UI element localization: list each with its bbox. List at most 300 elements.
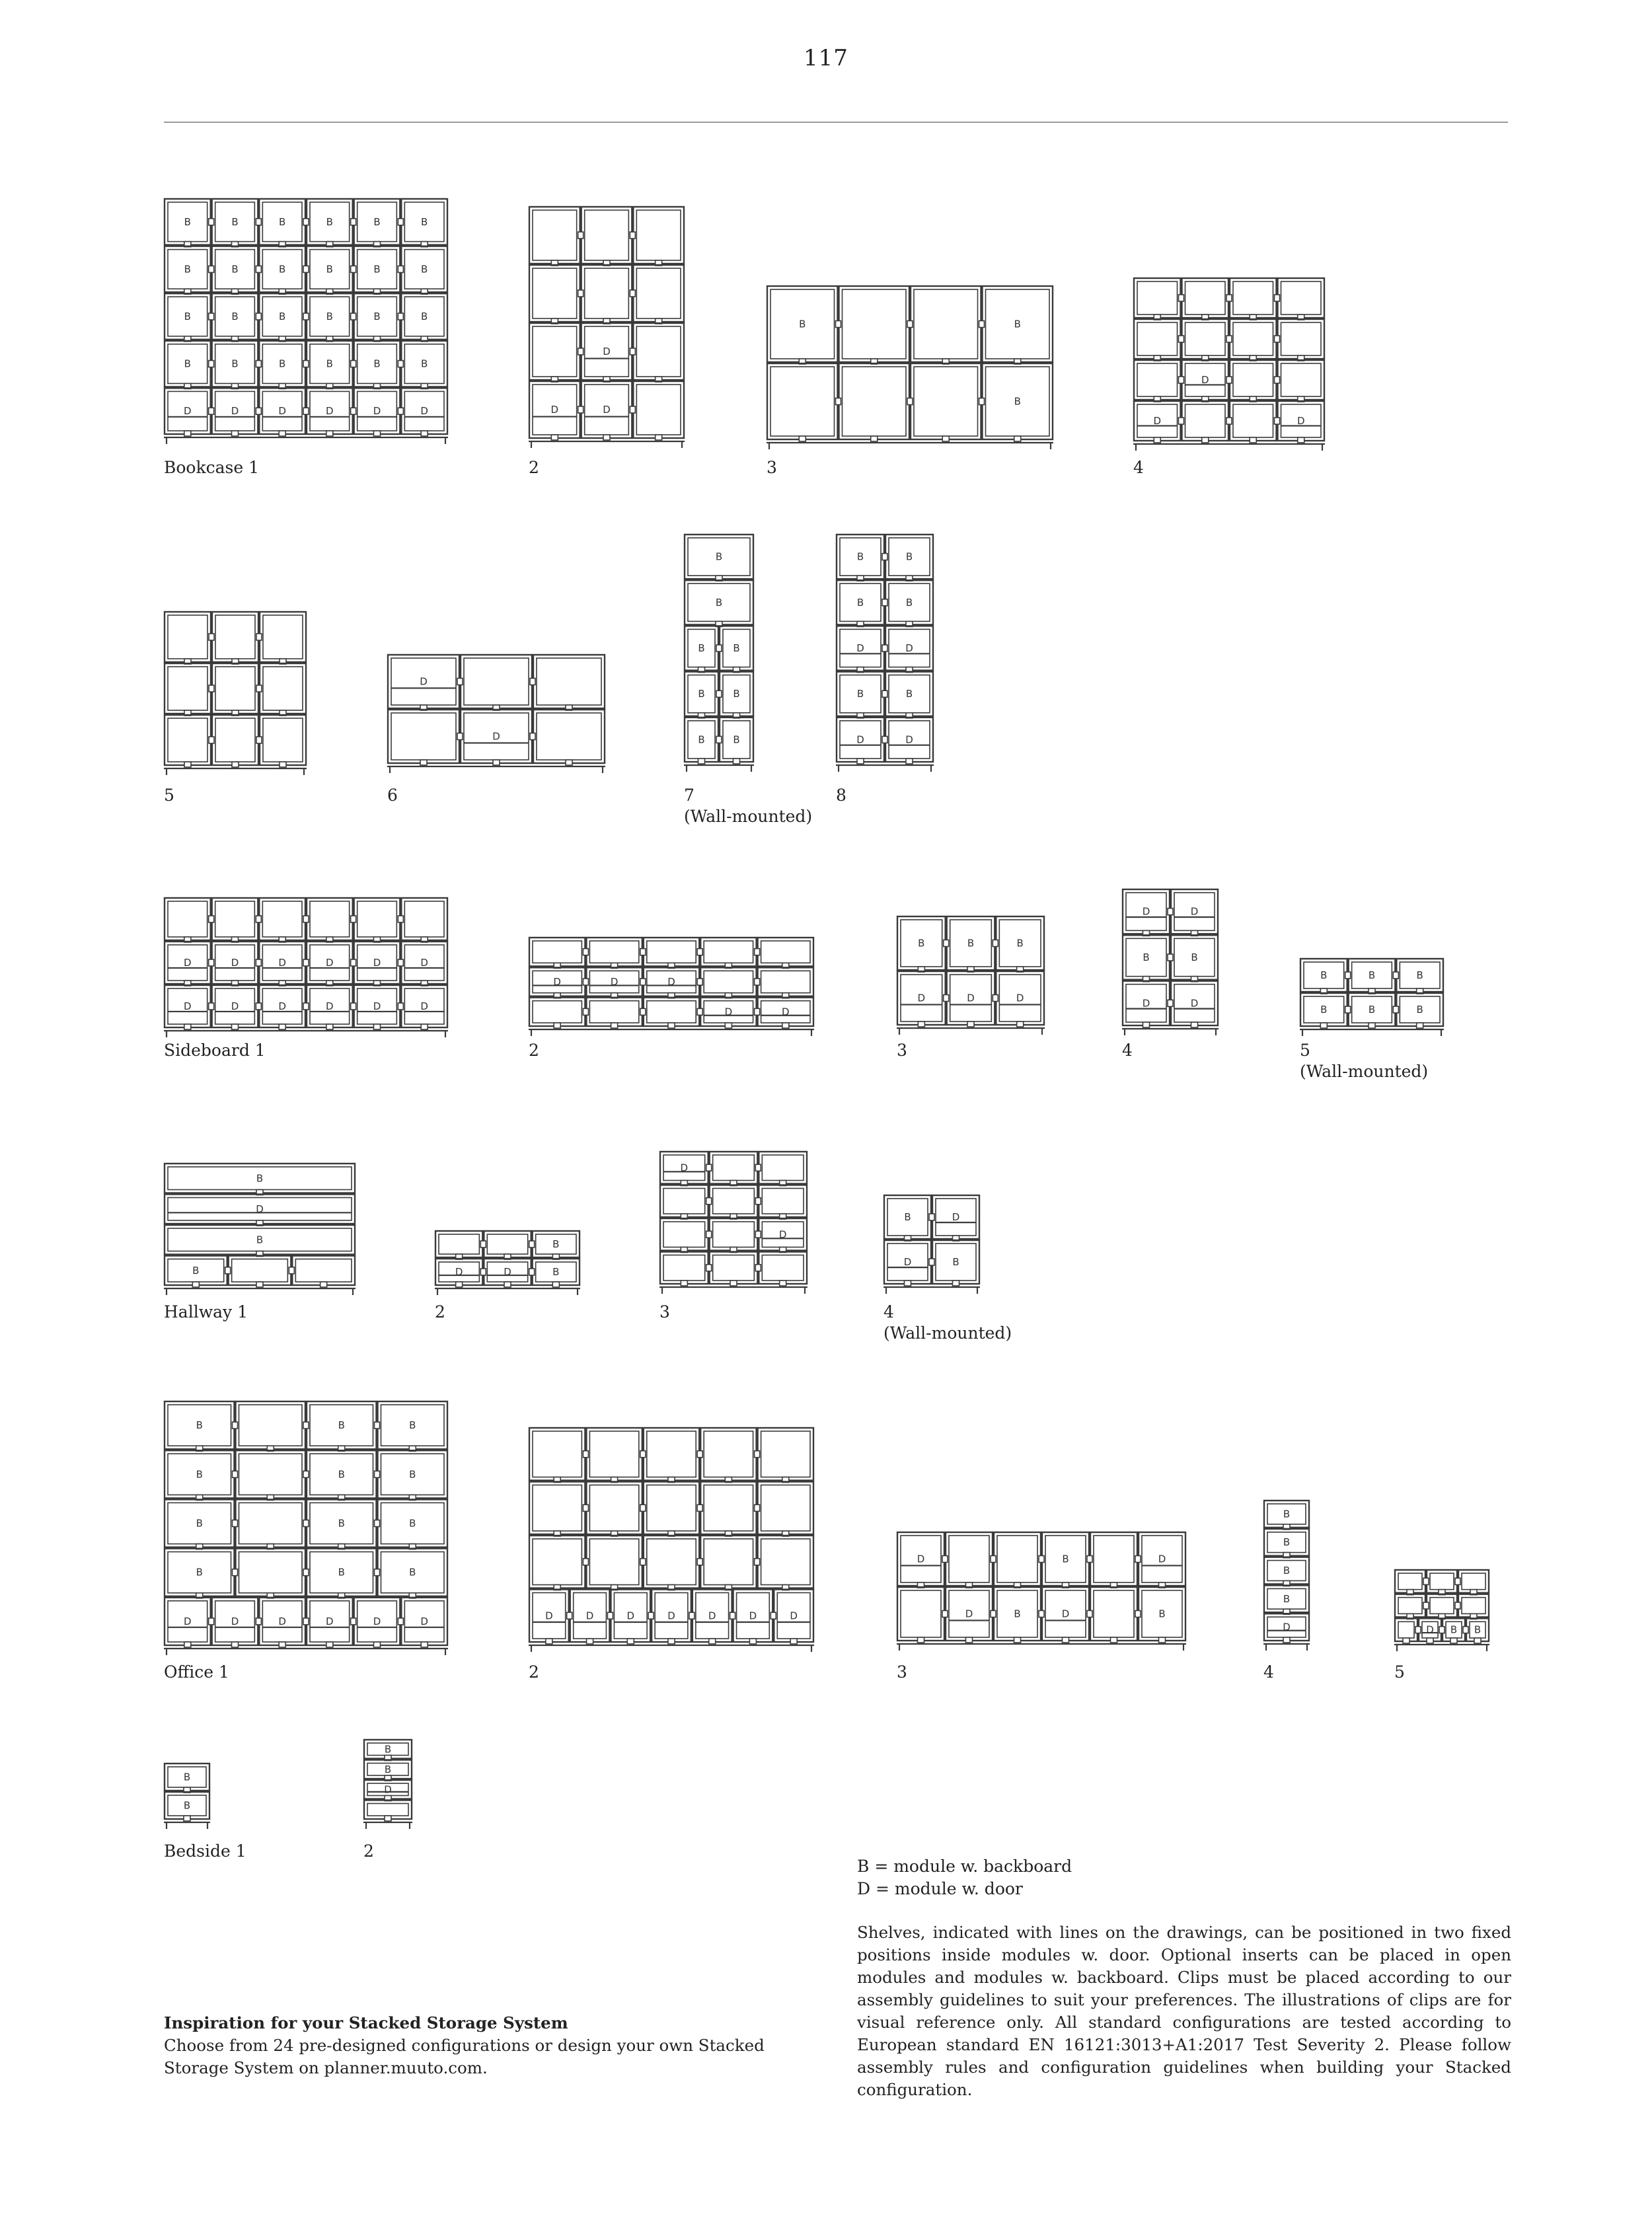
clip <box>529 1241 535 1247</box>
module-label: D <box>184 1615 192 1627</box>
module <box>993 971 1044 1027</box>
clip <box>398 1618 403 1625</box>
module-frame <box>165 612 211 662</box>
module-label: D <box>952 1211 960 1223</box>
module-label: D <box>967 992 975 1004</box>
module-label: D <box>1153 415 1162 427</box>
clip <box>303 1422 309 1429</box>
clip <box>1226 418 1232 424</box>
module-inner <box>310 901 350 937</box>
module-label: D <box>626 1610 635 1622</box>
module-inner <box>704 1539 753 1585</box>
clip <box>256 634 262 640</box>
module <box>993 916 1044 972</box>
clip <box>640 949 646 955</box>
module-inner <box>762 1255 804 1281</box>
module-label: D <box>420 405 428 418</box>
module-frame <box>633 207 684 264</box>
module-label: D <box>420 957 428 969</box>
module-inner <box>713 1189 755 1214</box>
module-inner <box>914 289 978 359</box>
clip <box>233 1520 238 1527</box>
clip <box>1450 1638 1457 1643</box>
module-label: D <box>373 957 381 969</box>
module-label: B <box>421 311 428 322</box>
clip <box>351 959 356 966</box>
clip <box>993 995 998 1002</box>
clip <box>398 313 403 320</box>
clip <box>716 736 722 743</box>
module-inner <box>533 1485 582 1532</box>
module-inner <box>762 1155 804 1181</box>
clip <box>256 959 261 966</box>
module <box>836 363 910 441</box>
module-label: D <box>782 1006 790 1018</box>
clip <box>385 1816 391 1821</box>
clip <box>1087 1556 1092 1563</box>
clip <box>1345 1006 1351 1013</box>
module-label: D <box>278 1615 286 1627</box>
clip <box>421 431 428 436</box>
module-inner <box>901 1590 941 1637</box>
module <box>303 341 353 389</box>
module-inner <box>589 941 638 963</box>
module-frame <box>644 938 699 966</box>
module-frame <box>633 323 684 380</box>
module <box>364 1780 412 1801</box>
clip <box>398 219 403 225</box>
clip <box>374 1024 381 1029</box>
module-label: B <box>256 1172 264 1185</box>
clip <box>1283 1637 1290 1643</box>
wall-mounted-note: (Wall-mounted) <box>883 1323 1012 1343</box>
module-inner <box>636 268 681 318</box>
module <box>165 1549 235 1598</box>
module <box>837 535 884 581</box>
clip <box>280 762 286 767</box>
module <box>942 1587 993 1643</box>
caption-office-4: 4 <box>1263 1662 1274 1682</box>
module <box>755 1428 813 1483</box>
caption-hallway-3: 3 <box>659 1302 670 1321</box>
module-label: B <box>952 1256 959 1268</box>
clip <box>303 1520 309 1527</box>
clip <box>1135 1556 1141 1563</box>
clip <box>906 759 913 764</box>
module <box>1395 1594 1425 1619</box>
clip <box>656 435 662 440</box>
clip <box>256 1282 263 1287</box>
clip <box>303 1569 309 1576</box>
clip <box>1369 1023 1375 1028</box>
module-label: B <box>384 1763 392 1775</box>
clip <box>375 1520 380 1527</box>
clip <box>1439 1627 1445 1633</box>
configuration-17 <box>883 1195 980 1294</box>
clip <box>1143 1022 1150 1027</box>
configuration-10 <box>529 938 814 1036</box>
module-frame <box>586 1482 642 1535</box>
module-label: D <box>420 675 428 688</box>
module-frame <box>1278 360 1325 400</box>
module-frame <box>700 967 756 996</box>
module <box>1123 889 1170 936</box>
module-frame <box>767 363 838 439</box>
module <box>1123 981 1170 1027</box>
module <box>1393 959 1443 994</box>
clip <box>716 690 722 697</box>
clip <box>209 1003 214 1010</box>
clip <box>351 408 356 414</box>
clip <box>1455 1602 1460 1609</box>
module-label: B <box>1474 1623 1482 1636</box>
module <box>697 1482 756 1537</box>
module <box>755 998 813 1028</box>
intro-body: Choose from 24 pre-designed configurations or design your own Stacked Storage System on planner.muuto.com. <box>164 2036 765 2077</box>
clip <box>184 1816 190 1821</box>
module-frame <box>700 1482 756 1535</box>
module <box>388 710 459 765</box>
clip <box>256 1003 261 1010</box>
clip <box>706 1198 712 1205</box>
clip <box>232 431 239 436</box>
module <box>991 1587 1041 1643</box>
clip <box>567 1612 572 1619</box>
clip <box>351 1003 356 1010</box>
clip <box>1063 1637 1069 1643</box>
module-frame <box>633 381 684 438</box>
module <box>716 672 753 718</box>
module-label: D <box>184 957 192 969</box>
caption-sideboard-5: 5 (Wall-mounted) <box>1300 1041 1429 1081</box>
module <box>578 207 632 266</box>
module-inner <box>1430 1598 1454 1614</box>
module <box>398 388 447 436</box>
module-label: D <box>585 1610 594 1622</box>
module <box>364 1740 412 1761</box>
module-label: B <box>184 311 191 322</box>
module-inner <box>589 1431 638 1477</box>
clip <box>578 290 583 297</box>
module-inner <box>1281 281 1322 315</box>
module-label: D <box>856 642 864 654</box>
wall-mounted-note: (Wall-mounted) <box>684 807 813 826</box>
module-label: D <box>278 1000 286 1012</box>
module-inner <box>168 718 207 762</box>
module-inner <box>391 713 456 760</box>
module-inner <box>1233 363 1273 396</box>
module-inner <box>404 901 444 937</box>
module-inner <box>589 1539 638 1585</box>
clip <box>233 1471 238 1477</box>
caption-hallway-1: Hallway 1 <box>164 1302 248 1321</box>
module-label: D <box>278 957 286 969</box>
clip <box>303 408 309 414</box>
module <box>929 1195 979 1241</box>
clip <box>209 916 214 922</box>
module-label: B <box>905 596 913 609</box>
clip <box>375 1569 380 1576</box>
clip <box>1393 1006 1398 1013</box>
module-label: D <box>231 1000 239 1012</box>
module-frame <box>839 286 910 362</box>
module-frame <box>994 1532 1041 1586</box>
module-frame <box>529 1536 585 1588</box>
module <box>398 246 447 295</box>
module-label: D <box>1190 997 1199 1010</box>
clip <box>755 1265 761 1271</box>
module-frame <box>292 1256 355 1286</box>
module <box>209 612 258 664</box>
clip <box>1474 1638 1481 1643</box>
module-label: D <box>373 405 381 418</box>
module <box>289 1256 355 1288</box>
module-label: B <box>1158 1608 1166 1620</box>
module-frame <box>710 1252 758 1284</box>
module <box>755 938 813 968</box>
module-label: B <box>698 688 705 700</box>
module <box>1179 360 1229 402</box>
clip <box>697 1008 702 1015</box>
clip <box>942 1556 948 1563</box>
clip <box>640 1451 646 1458</box>
clip <box>770 1612 776 1619</box>
configuration-15 <box>435 1231 580 1295</box>
module <box>529 1259 580 1287</box>
configuration-24 <box>363 1740 412 1829</box>
module <box>1275 278 1325 320</box>
module <box>398 293 447 342</box>
module <box>209 1598 258 1647</box>
module <box>1415 1618 1441 1643</box>
clip <box>398 266 403 272</box>
module-frame <box>212 663 258 714</box>
module-inner <box>704 1431 753 1477</box>
clip <box>209 959 214 966</box>
module <box>256 246 305 295</box>
module <box>882 718 933 764</box>
clip <box>1415 1627 1421 1633</box>
module-frame <box>758 1536 813 1588</box>
clip <box>209 634 214 640</box>
clip <box>504 1282 511 1287</box>
module <box>1455 1594 1489 1619</box>
caption-sideboard-3: 3 <box>897 1041 907 1060</box>
module-label: D <box>184 1000 192 1012</box>
module <box>1264 1529 1309 1558</box>
module-inner <box>168 901 207 937</box>
module-frame <box>236 1499 306 1547</box>
module-label: B <box>733 688 740 700</box>
clip <box>351 219 356 225</box>
module-frame <box>461 655 532 708</box>
clip <box>1275 377 1280 383</box>
clip <box>351 313 356 320</box>
module-label: B <box>192 1264 200 1277</box>
clip <box>457 679 463 685</box>
module-label: B <box>373 311 381 322</box>
module <box>529 207 580 266</box>
clip <box>375 1471 380 1477</box>
clip <box>421 1024 428 1029</box>
module <box>1395 1570 1425 1595</box>
module <box>685 535 753 581</box>
module <box>375 1499 448 1549</box>
clip <box>944 940 949 947</box>
module-inner <box>533 1431 582 1477</box>
module <box>755 1536 813 1590</box>
clip <box>836 398 841 405</box>
module <box>351 942 400 986</box>
module-frame <box>1230 360 1277 400</box>
clip <box>303 313 309 320</box>
module <box>256 341 305 389</box>
module-label: D <box>420 1000 428 1012</box>
module-inner <box>585 268 629 318</box>
module-label: B <box>338 1517 345 1530</box>
module-label: B <box>1062 1553 1069 1565</box>
clip <box>398 408 403 414</box>
module-inner <box>636 326 681 377</box>
module <box>256 663 306 716</box>
module-label: B <box>1014 395 1021 408</box>
clip <box>640 1008 646 1015</box>
clip <box>587 1639 593 1644</box>
module-label: B <box>231 263 239 276</box>
module <box>165 1401 235 1451</box>
module-frame <box>212 898 258 940</box>
module-inner <box>239 1454 303 1495</box>
module-frame <box>911 363 981 439</box>
module-frame <box>644 998 699 1026</box>
module <box>530 655 605 710</box>
module-label: D <box>1142 997 1150 1010</box>
module-inner <box>533 210 577 260</box>
clip <box>640 1505 646 1511</box>
notes-paragraph: Shelves, indicated with lines on the drawings, can be positioned in two fixed positions inside modules w. door. Optional inserts can be placed in open modules and modules w. backboard. Clips must be placed according to our assembly guidelines to suit your preferences. The illustrations of clips are for visual reference only. All standard configurations are tested according to European standard EN 16121:3013+A1:2017 Test Severity 2. Please follow assembly rules and configuration guidelines when building your Stacked configuration. <box>857 1923 1511 2099</box>
module <box>640 967 699 998</box>
module-inner <box>263 615 303 659</box>
module-inner <box>1462 1573 1485 1590</box>
module-label: D <box>708 1610 716 1622</box>
clip <box>279 431 285 436</box>
module <box>398 199 447 247</box>
clip <box>233 1422 238 1429</box>
module-frame <box>1230 319 1277 359</box>
configuration-14 <box>164 1164 356 1295</box>
clip <box>546 1639 552 1644</box>
clip <box>697 1505 702 1511</box>
clip <box>303 959 309 966</box>
clip <box>457 733 463 740</box>
configuration-20 <box>897 1532 1186 1651</box>
legend-door: D = module w. door <box>857 1879 1023 1898</box>
module-label: B <box>1368 1004 1376 1016</box>
clip <box>882 690 887 697</box>
module <box>165 246 211 295</box>
module-label: B <box>856 596 864 609</box>
module <box>944 916 995 972</box>
module <box>685 672 718 718</box>
module <box>529 323 580 382</box>
clip <box>184 431 191 436</box>
module-frame <box>1230 278 1277 318</box>
configuration-1 <box>164 199 448 444</box>
module-label: B <box>1014 1608 1021 1620</box>
clip <box>730 1281 737 1286</box>
configuration-12 <box>1122 889 1219 1035</box>
clip <box>1275 418 1280 424</box>
module <box>1168 935 1218 981</box>
module-inner <box>1185 404 1226 437</box>
module <box>755 1152 807 1186</box>
module <box>256 942 305 986</box>
clip <box>611 1023 618 1028</box>
clip <box>351 361 356 367</box>
clip <box>882 599 887 606</box>
module-inner <box>1462 1598 1485 1614</box>
module <box>1264 1557 1309 1586</box>
module <box>1087 1532 1137 1588</box>
clip <box>303 1471 309 1477</box>
module <box>685 580 753 626</box>
clip <box>755 1008 760 1015</box>
module-inner <box>537 658 601 705</box>
module-label: D <box>373 1000 381 1012</box>
module <box>1264 1585 1309 1614</box>
module-inner <box>761 971 810 992</box>
module <box>209 199 258 247</box>
intro-block <box>164 2012 825 2079</box>
module-frame <box>165 715 211 765</box>
module-frame <box>660 1252 708 1284</box>
module <box>303 1549 377 1598</box>
module <box>716 718 753 764</box>
module <box>1455 1570 1489 1595</box>
module <box>165 612 211 664</box>
clip <box>967 1022 974 1027</box>
module <box>897 1587 944 1643</box>
module <box>1264 1614 1309 1643</box>
module-label: B <box>1320 969 1328 981</box>
clip <box>882 645 887 651</box>
intro-heading: Inspiration for your Stacked Storage System <box>164 2013 568 2032</box>
clip <box>942 436 949 441</box>
module <box>303 1450 377 1500</box>
module <box>1393 993 1443 1028</box>
module-inner <box>215 901 255 937</box>
module-inner <box>263 667 303 710</box>
clip <box>755 979 760 985</box>
configuration-5 <box>164 612 307 775</box>
clip <box>529 1269 535 1275</box>
clip <box>256 916 261 922</box>
module <box>583 967 642 998</box>
module <box>303 388 353 436</box>
module <box>375 1549 448 1598</box>
clip <box>1226 377 1232 383</box>
module <box>435 1231 482 1259</box>
clip <box>493 760 500 765</box>
module-label: B <box>1191 951 1198 963</box>
module <box>233 1450 306 1500</box>
module-label: D <box>603 346 611 357</box>
module-frame <box>1182 278 1229 318</box>
module-inner <box>1137 322 1178 355</box>
module <box>530 710 605 765</box>
module <box>1226 360 1277 402</box>
clip <box>375 1422 380 1429</box>
